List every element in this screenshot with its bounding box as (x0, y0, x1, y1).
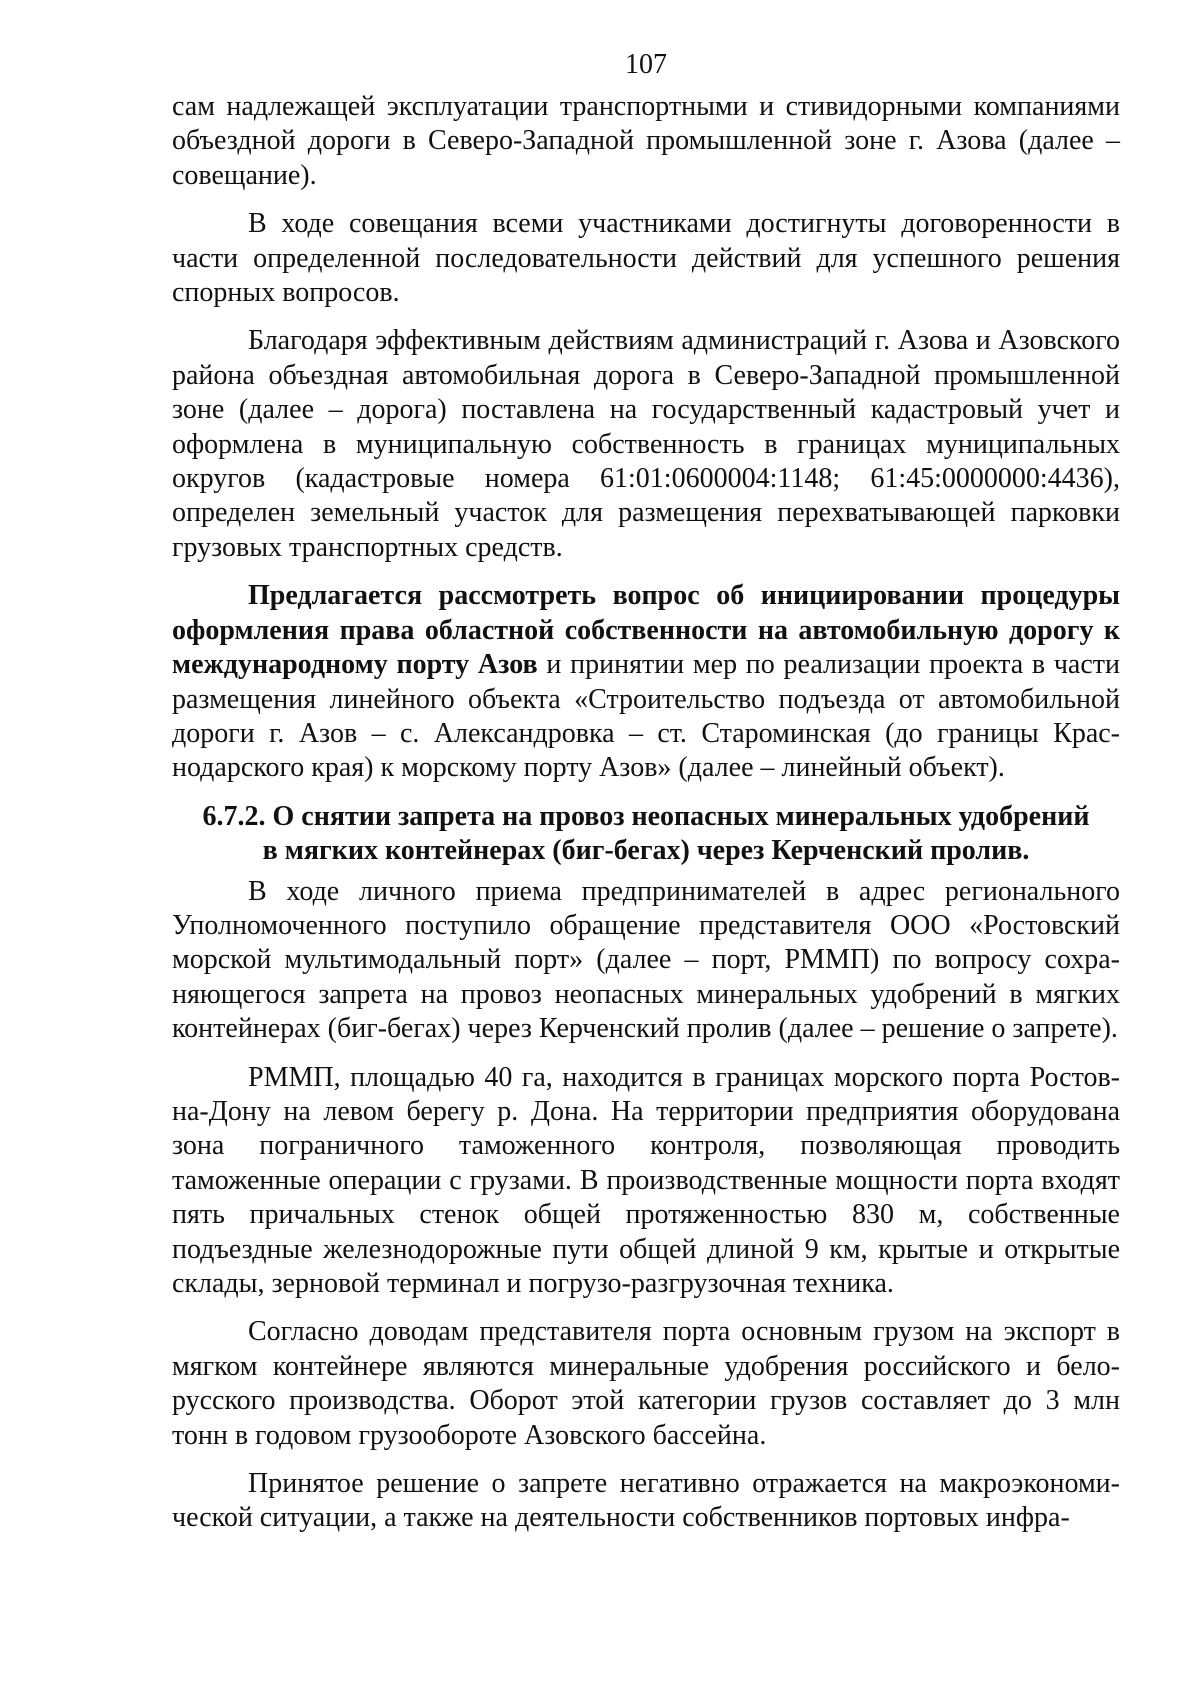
paragraph-export-cargo: Согласно доводам представителя порта основным грузом на экспорт в мягком контейнере являются минеральные удобрения российского и белорусского производства. Оборот этой категории грузов составляет до 3 млн тонн в годовом грузообороте Азовского бассейна. (172, 1316, 1120, 1451)
paragraph-ban-impact: Принятое решение о запрете негативно отражается на макроэкономической ситуации, а также на деятельности собственников портовых инфра- (172, 1468, 1120, 1534)
paragraph-port-description: РММП, площадью 40 га, находится в границах морского порта Ростов-на-Дону на левом берегу р. Дона. На территории предприятия оборудована зона пограничного таможенного контроля, позволяющая проводить таможенные операции с грузами. В производственные мощности порта входят пять причальных стенок общей протяженностью 830 м, собственные подъездные железнодорожные пути общей длиной 9 км, крытые и открытые склады, зерновой терминал и погрузо-разгрузочная техника. (172, 1061, 1120, 1299)
paragraph-proposal (172, 579, 1120, 785)
paragraph-agreements: В ходе совещания всеми участниками достигнуты договоренности в части определенной последовательности действий для успешного решения спорных вопросов. (172, 208, 1120, 309)
paragraph-meeting-continuation: сам надлежащей эксплуатации транспортными и стивидорными компаниями объездной дороги в Северо-Западной промышленной зоне г. Азова (далее – совещание). (172, 91, 1120, 191)
proposal-bold-text: Предлагается рассмотреть вопрос об инициировании процедуры оформления права областной собственности на автомобильную дорогу к международному порту Азов (172, 580, 1120, 681)
document-page (172, 48, 1120, 1550)
paragraph-road-cadastre: Благодаря эффективным действиям администраций г. Азова и Азовского района объездная автомобильная дорога в Северо-Западной промышленной зоне (далее – дорога) поставлена на государственный кадастровый учет и оформлена в муниципальную собственность в границах муниципальных округов (кадастровые номера 61:01:0600004:1148; 61:45:0000000:4436), определен земельный участок для размещения перехватывающей парковки грузовых транспортных средств. (172, 325, 1120, 563)
section-heading-line-2: в мягких контейнерах (биг-бегах) через Керченский пролив. (262, 835, 1030, 867)
page-number: 107 (625, 49, 667, 80)
section-heading (172, 800, 1120, 869)
proposal-rest-text: и принятии мер по реализации проекта в части размещения линейного объекта «Строительство подъезда от автомобильной дороги г. Азов – с. Александровка – ст. Староминская (до границы Краснодарского края) к морскому порту Азов» (далее – линейный объект). (172, 649, 1120, 784)
paragraph-appeal: В ходе личного приема предпринимателей в адрес регионального Уполномоченного поступило обращение представителя ООО «Ростовский морской мультимодальный порт» (далее – порт, РММП) по вопросу сохраняющегося запрета на провоз неопасных минеральных удобрений в мягких контейнерах (биг-бегах) через Керченский пролив (далее – решение о запрете). (172, 875, 1120, 1045)
section-heading-line-1: 6.7.2. О снятии запрета на провоз неопасных минеральных удобрений (202, 800, 1090, 832)
